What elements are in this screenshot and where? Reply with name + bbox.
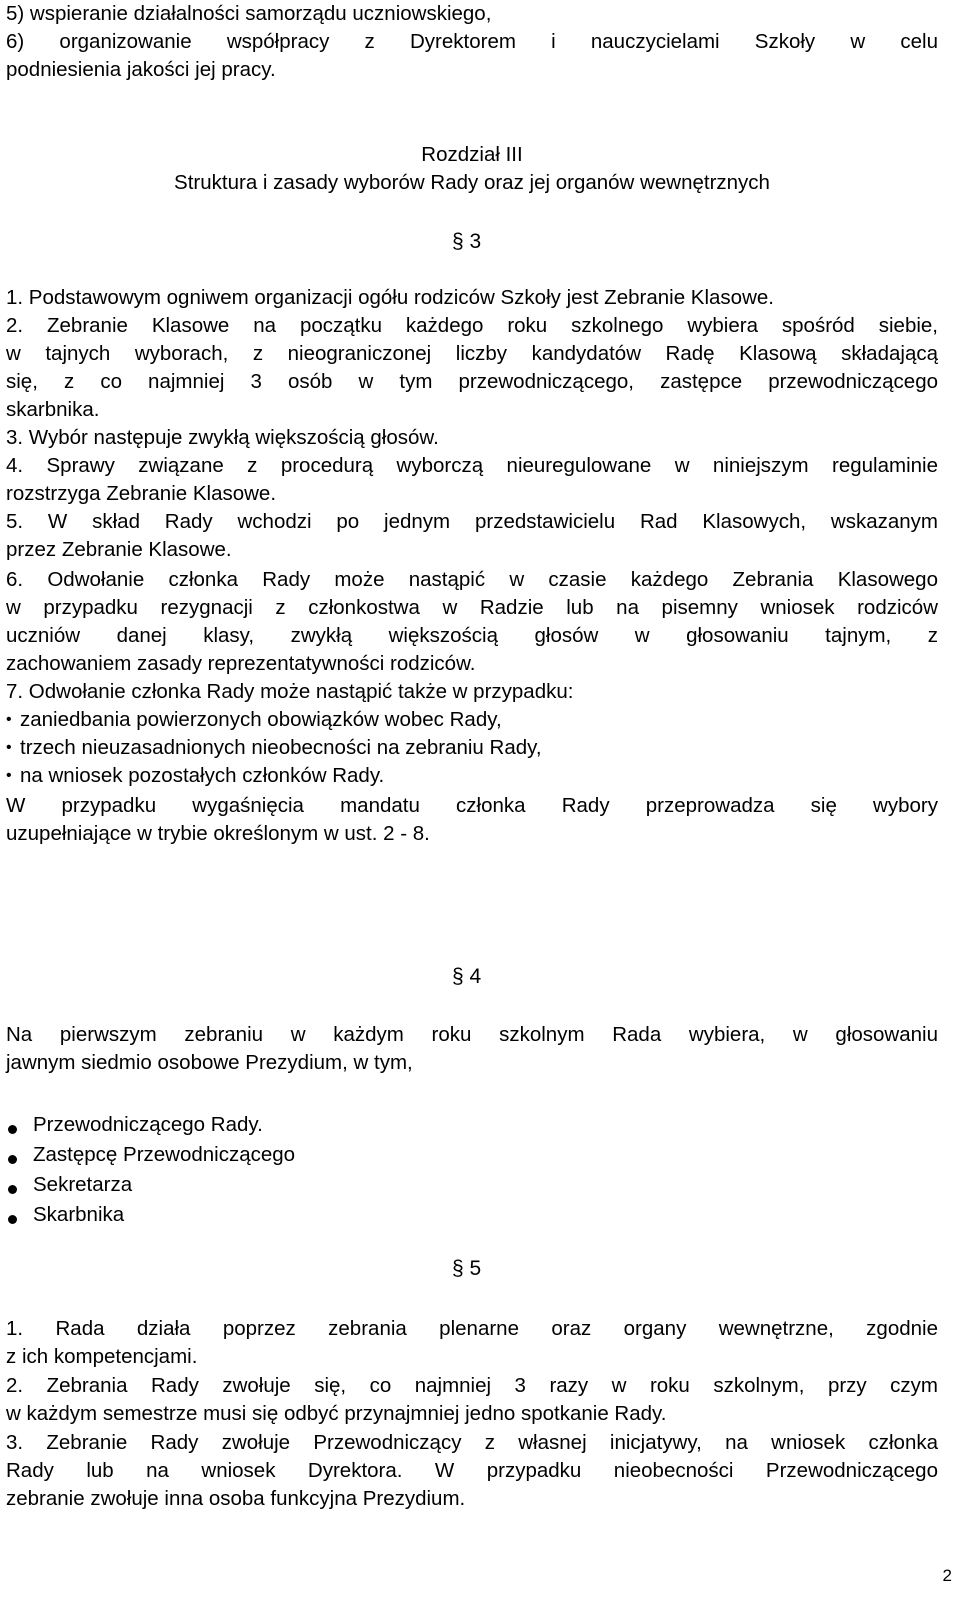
paragraph-line: w przypadku rezygnacji z członkostwa w Radzie lub na pisemny wniosek rodziców [6, 596, 938, 619]
paragraph-line: Na pierwszym zebraniu w każdym roku szkolnym Rada wybiera, w głosowaniu [6, 1023, 938, 1046]
paragraph-line: jawnym siedmio osobowe Prezydium, w tym, [6, 1051, 413, 1074]
bullet-dot [8, 1215, 17, 1224]
intro-line: podniesienia jakości jej pracy. [6, 58, 276, 81]
paragraph-line: zebranie zwołuje inna osoba funkcyjna Prezydium. [6, 1487, 466, 1510]
paragraph-line: 1. Rada działa poprzez zebrania plenarne oraz organy wewnętrzne, zgodnie [6, 1317, 938, 1340]
list-item: Sekretarza [33, 1173, 133, 1196]
paragraph-line: w tajnych wyborach, z nieograniczonej liczby kandydatów Radę Klasową składającą [6, 342, 938, 365]
bullet-dot: • [6, 711, 12, 728]
paragraph-line: z ich kompetencjami. [6, 1345, 198, 1368]
bullet-dot: • [6, 767, 12, 784]
paragraph-line: zachowaniem zasady reprezentatywności rodziców. [6, 652, 476, 675]
paragraph-line: 6. Odwołanie członka Rady może nastąpić w czasie każdego Zebrania Klasowego [6, 568, 938, 591]
bullet-dot: • [6, 739, 12, 756]
paragraph-line: rozstrzyga Zebranie Klasowe. [6, 482, 277, 505]
list-item: zaniedbania powierzonych obowiązków wobec Rady, [20, 708, 502, 731]
section-heading-3: § 3 [452, 230, 482, 253]
bullet-dot [8, 1155, 17, 1164]
paragraph-line: przez Zebranie Klasowe. [6, 538, 232, 561]
paragraph-line: W przypadku wygaśnięcia mandatu członka Rady przeprowadza się wybory [6, 794, 938, 817]
paragraph-line: się, z co najmniej 3 osób w tym przewodniczącego, zastępce przewodniczącego [6, 370, 938, 393]
bullet-dot [8, 1125, 17, 1134]
paragraph-line: Rady lub na wniosek Dyrektora. W przypadku nieobecności Przewodniczącego [6, 1459, 938, 1482]
paragraph-line: 7. Odwołanie członka Rady może nastąpić także w przypadku: [6, 680, 574, 703]
intro-line: 5) wspieranie działalności samorządu uczniowskiego, [6, 2, 492, 25]
paragraph-line: skarbnika. [6, 398, 100, 421]
paragraph-line: w każdym semestrze musi się odbyć przynajmniej jedno spotkanie Rady. [6, 1402, 667, 1425]
paragraph-line: 2. Zebrania Rady zwołuje się, co najmniej 3 razy w roku szkolnym, przy czym [6, 1374, 938, 1397]
paragraph-line: 4. Sprawy związane z procedurą wyborczą nieuregulowane w niniejszym regulaminie [6, 454, 938, 477]
list-item: trzech nieuzasadnionych nieobecności na zebraniu Rady, [20, 736, 542, 759]
paragraph-line: 2. Zebranie Klasowe na początku każdego roku szkolnego wybiera spośród siebie, [6, 314, 938, 337]
paragraph-line: 3. Wybór następuje zwykłą większością głosów. [6, 426, 439, 449]
list-item: Zastępcę Przewodniczącego [33, 1143, 296, 1166]
paragraph-line: uczniów danej klasy, zwykłą większością głosów w głosowaniu tajnym, z [6, 624, 938, 647]
page-number: 2 [942, 1566, 952, 1585]
list-item: na wniosek pozostałych członków Rady. [20, 764, 385, 787]
bullet-dot [8, 1185, 17, 1194]
paragraph-line: uzupełniające w trybie określonym w ust. 2 - 8. [6, 822, 430, 845]
section-heading-4: § 4 [452, 965, 482, 988]
paragraph-line: 3. Zebranie Rady zwołuje Przewodniczący z własnej inicjatywy, na wniosek członka [6, 1431, 938, 1454]
section-heading-5: § 5 [452, 1257, 482, 1280]
paragraph-line: 1. Podstawowym ogniwem organizacji ogółu rodziców Szkoły jest Zebranie Klasowe. [6, 286, 774, 309]
list-item: Skarbnika [33, 1203, 125, 1226]
chapter-subtitle: Struktura i zasady wyborów Rady oraz jej organów wewnętrznych [174, 171, 770, 194]
list-item: Przewodniczącego Rady. [33, 1113, 263, 1136]
paragraph-line: 5. W skład Rady wchodzi po jednym przedstawicielu Rad Klasowych, wskazanym [6, 510, 938, 533]
intro-line: 6) organizowanie współpracy z Dyrektorem i nauczycielami Szkoły w celu [6, 30, 938, 53]
chapter-title: Rozdział III [421, 143, 523, 166]
